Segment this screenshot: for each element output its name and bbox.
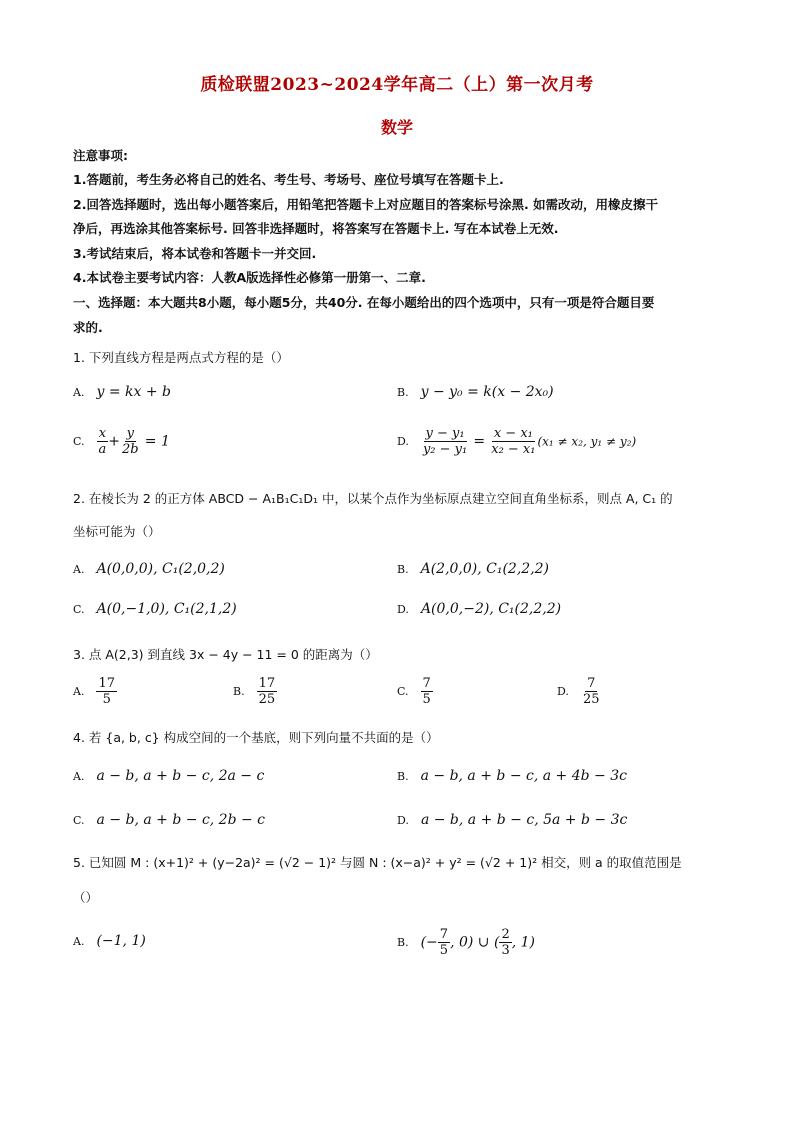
option-text: y = kx + b	[96, 384, 171, 400]
condition: (x₁ ≠ x₂, y₁ ≠ y₂)	[537, 434, 637, 449]
exam-title: 质检联盟2023~2024学年高二（上）第一次月考	[200, 75, 594, 95]
fraction	[438, 927, 450, 958]
option-label: C.	[73, 814, 85, 827]
fraction	[499, 927, 511, 958]
option-label: B.	[397, 770, 409, 783]
numerator: 17	[98, 676, 115, 691]
numerator: 7	[439, 927, 449, 942]
option-label: D.	[557, 685, 569, 698]
notice-item-2: 2.回答选择题时，选出每小题答案后，用铅笔把答题卡上对应题目的答案标号涂黑. 如需改动，用橡皮擦干	[73, 197, 659, 212]
notice-heading: 注意事项:	[73, 148, 128, 163]
question-1-stem: 1. 下列直线方程是两点式方程的是（）	[73, 350, 289, 365]
q5-option-b[interactable]	[397, 927, 535, 958]
q4-option-a[interactable]	[73, 768, 264, 784]
denominator: a	[98, 442, 107, 457]
option-label: B.	[397, 386, 409, 399]
equals-one: = 1	[144, 433, 170, 450]
fraction	[489, 426, 537, 457]
option-label: C.	[73, 603, 85, 616]
q2-option-d[interactable]	[397, 601, 561, 617]
option-text: a − b, a + b − c, a + 4b − 3c	[420, 768, 627, 784]
denominator: 25	[258, 692, 276, 707]
q4-option-c[interactable]	[73, 812, 265, 828]
notice-item-4: 4.本试卷主要考试内容：人教A版选择性必修第一册第一、二章.	[73, 270, 426, 285]
q4-option-b[interactable]	[397, 768, 627, 784]
option-text: A(0,−1,0), C₁(2,1,2)	[96, 601, 237, 617]
q1-option-b[interactable]	[397, 384, 554, 400]
denominator: 5	[422, 692, 431, 707]
notice-item-1: 1.答题前，考生务必将自己的姓名、考生号、考场号、座位号填写在答题卡上.	[73, 172, 504, 187]
denominator: 2b	[122, 442, 139, 457]
question-5-stem-cont: （）	[73, 890, 99, 905]
option-text: A(0,0,0), C₁(2,0,2)	[96, 561, 225, 577]
numerator: y − y₁	[425, 426, 465, 441]
numerator: 7	[587, 676, 596, 691]
option-label: A.	[73, 386, 85, 399]
q3-option-a[interactable]	[73, 676, 117, 707]
numerator: x	[98, 426, 107, 441]
notice-item-2-cont: 净后，再选涂其他答案标号. 回答非选择题时，将答案写在答题卡上. 写在本试卷上无效.	[73, 221, 559, 236]
option-label: C.	[397, 685, 409, 698]
right-paren: , 1)	[511, 934, 536, 951]
union: , 0) ∪ (	[450, 934, 500, 951]
section-heading-cont: 求的.	[73, 320, 103, 335]
numerator: 2	[501, 927, 510, 942]
plus-sign: +	[108, 433, 121, 450]
numerator: y	[126, 426, 134, 441]
fraction	[257, 676, 278, 707]
option-text: A(2,0,0), C₁(2,2,2)	[420, 561, 550, 577]
q1-option-c[interactable]	[73, 426, 170, 457]
question-2-stem-cont: 坐标可能为（）	[73, 524, 161, 539]
option-label: A.	[73, 563, 85, 576]
denominator: y₂ − y₁	[422, 442, 468, 457]
denominator: 3	[501, 943, 510, 958]
left-paren: (−	[420, 934, 438, 951]
q1-option-a[interactable]	[73, 384, 171, 400]
q3-option-c[interactable]	[397, 676, 433, 707]
q2-option-b[interactable]	[397, 561, 549, 577]
option-label: B.	[397, 936, 409, 949]
subject-title: 数学	[380, 118, 413, 137]
option-label: B.	[397, 563, 409, 576]
equals-sign: =	[473, 433, 486, 450]
fraction	[96, 676, 117, 707]
option-label: D.	[397, 603, 409, 616]
q3-option-d[interactable]	[557, 676, 601, 707]
notice-item-3: 3.考试结束后，将本试卷和答题卡一并交回.	[73, 246, 317, 261]
denominator: 5	[439, 943, 449, 958]
option-text: A(0,0,−2), C₁(2,2,2)	[420, 601, 562, 617]
q5-option-a[interactable]	[73, 933, 146, 949]
question-5-stem: 5. 已知圆 M : (x+1)² + (y−2a)² = (√2 − 1)² 与圆 N : (x−a)² + y² = (√2 + 1)² 相交，则 a 的取值范围是	[73, 855, 682, 870]
option-label: A.	[73, 685, 85, 698]
question-4-stem: 4. 若 {a, b, c} 构成空间的一个基底，则下列向量不共面的是（）	[73, 730, 439, 745]
option-label: D.	[397, 814, 409, 827]
option-text: a − b, a + b − c, 2b − c	[96, 812, 266, 828]
option-label: C.	[73, 435, 85, 448]
q2-option-c[interactable]	[73, 601, 237, 617]
question-3-stem: 3. 点 A(2,3) 到直线 3x − 4y − 11 = 0 的距离为（）	[73, 647, 378, 662]
denominator: 25	[582, 692, 600, 707]
q1-option-d[interactable]	[397, 426, 636, 457]
numerator: 17	[258, 676, 276, 691]
q3-option-b[interactable]	[233, 676, 277, 707]
fraction	[120, 426, 141, 457]
q2-option-a[interactable]	[73, 561, 225, 577]
option-label: D.	[397, 435, 409, 448]
option-label: A.	[73, 935, 85, 948]
question-2-stem: 2. 在棱长为 2 的正方体 ABCD − A₁B₁C₁D₁ 中，以某个点作为坐标原点建立空间直角坐标系，则点 A, C₁ 的	[73, 491, 673, 506]
numerator: 7	[422, 676, 431, 691]
fraction	[421, 426, 469, 457]
numerator: x − x₁	[493, 426, 533, 441]
fraction	[421, 676, 433, 707]
option-text: a − b, a + b − c, 2a − c	[96, 768, 265, 784]
option-label: B.	[233, 685, 245, 698]
option-text: a − b, a + b − c, 5a + b − 3c	[420, 812, 628, 828]
q4-option-d[interactable]	[397, 812, 627, 828]
denominator: 5	[102, 692, 111, 707]
option-label: A.	[73, 770, 85, 783]
option-text: (−1, 1)	[96, 933, 146, 949]
fraction	[581, 676, 602, 707]
fraction	[97, 426, 109, 457]
option-text: y − y₀ = k(x − 2x₀)	[420, 384, 554, 400]
section-heading: 一、选择题：本大题共8小题，每小题5分，共40分. 在每小题给出的四个选项中，只有一项是符合题目要	[73, 295, 655, 310]
denominator: x₂ − x₁	[491, 442, 536, 457]
